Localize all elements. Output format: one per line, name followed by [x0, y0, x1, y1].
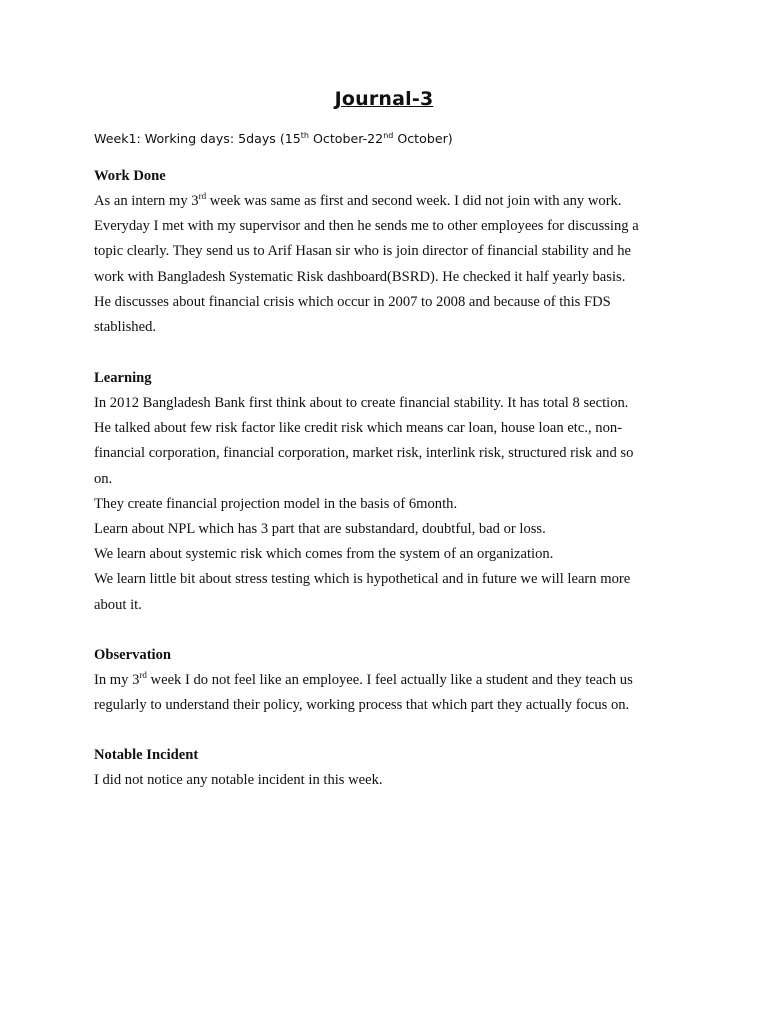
text-span: As an intern my 3: [94, 193, 199, 209]
week-sup-nd: nd: [383, 130, 394, 140]
paragraph-line: stablished.: [94, 318, 157, 335]
week-middle: October-22: [309, 131, 384, 146]
paragraph-line: [94, 189, 674, 214]
paragraph-line: Learn about NPL which has 3 part that are substandard, doubtful, bad or loss.: [94, 520, 546, 537]
document-title: Journal-3: [334, 88, 434, 110]
ordinal-sup: rd: [139, 670, 147, 681]
week-sup-th: th: [300, 130, 310, 140]
paragraph-line: He discusses about financial crisis which occur in 2007 to 2008 and because of this FDS: [94, 293, 611, 310]
section-notable-incident: [94, 743, 674, 793]
paragraph-line: I did not notice any notable incident in this week.: [94, 772, 383, 788]
paragraph-line: In 2012 Bangladesh Bank first think about to create financial stability. It has total 8 section.: [94, 395, 629, 411]
paragraph-line: work with Bangladesh Systematic Risk dashboard(BSRD). He checked it half yearly basis.: [94, 268, 626, 285]
paragraph-line: on.: [94, 470, 113, 487]
section-heading: Learning: [94, 370, 152, 386]
week-prefix: Week1: Working days: 5days (15: [94, 131, 301, 146]
section-heading: Observation: [94, 647, 172, 663]
week-info-line: [94, 131, 453, 146]
week-suffix: October): [393, 131, 453, 146]
paragraph-line: financial corporation, financial corporation, market risk, interlink risk, structured risk and so: [94, 445, 634, 462]
paragraph-line: [94, 668, 674, 693]
paragraph-line: He talked about few risk factor like credit risk which means car loan, house loan etc., non-: [94, 420, 623, 437]
section-work-done: [94, 164, 674, 340]
paragraph-line: Everyday I met with my supervisor and then he sends me to other employees for discussing a: [94, 218, 639, 235]
paragraph-line: We learn about systemic risk which comes from the system of an organization.: [94, 546, 554, 563]
paragraph-line: about it.: [94, 596, 142, 613]
section-learning: [94, 366, 674, 618]
text-span: week I do not feel like an employee. I feel actually like a student and they teach us: [146, 672, 633, 688]
section-heading: Work Done: [94, 168, 166, 184]
paragraph-line: We learn little bit about stress testing which is hypothetical and in future we will learn more: [94, 571, 631, 588]
paragraph-line: They create financial projection model in the basis of 6month.: [94, 495, 458, 512]
text-span: week was same as first and second week. I did not join with any work.: [206, 193, 622, 209]
text-span: In my 3: [94, 672, 140, 688]
section-observation: [94, 643, 674, 718]
paragraph-line: regularly to understand their policy, working process that which part they actually focus on.: [94, 697, 630, 714]
ordinal-sup: rd: [198, 191, 207, 202]
section-heading: Notable Incident: [94, 747, 199, 763]
paragraph-line: topic clearly. They send us to Arif Hasan sir who is join director of financial stability and he: [94, 243, 631, 260]
